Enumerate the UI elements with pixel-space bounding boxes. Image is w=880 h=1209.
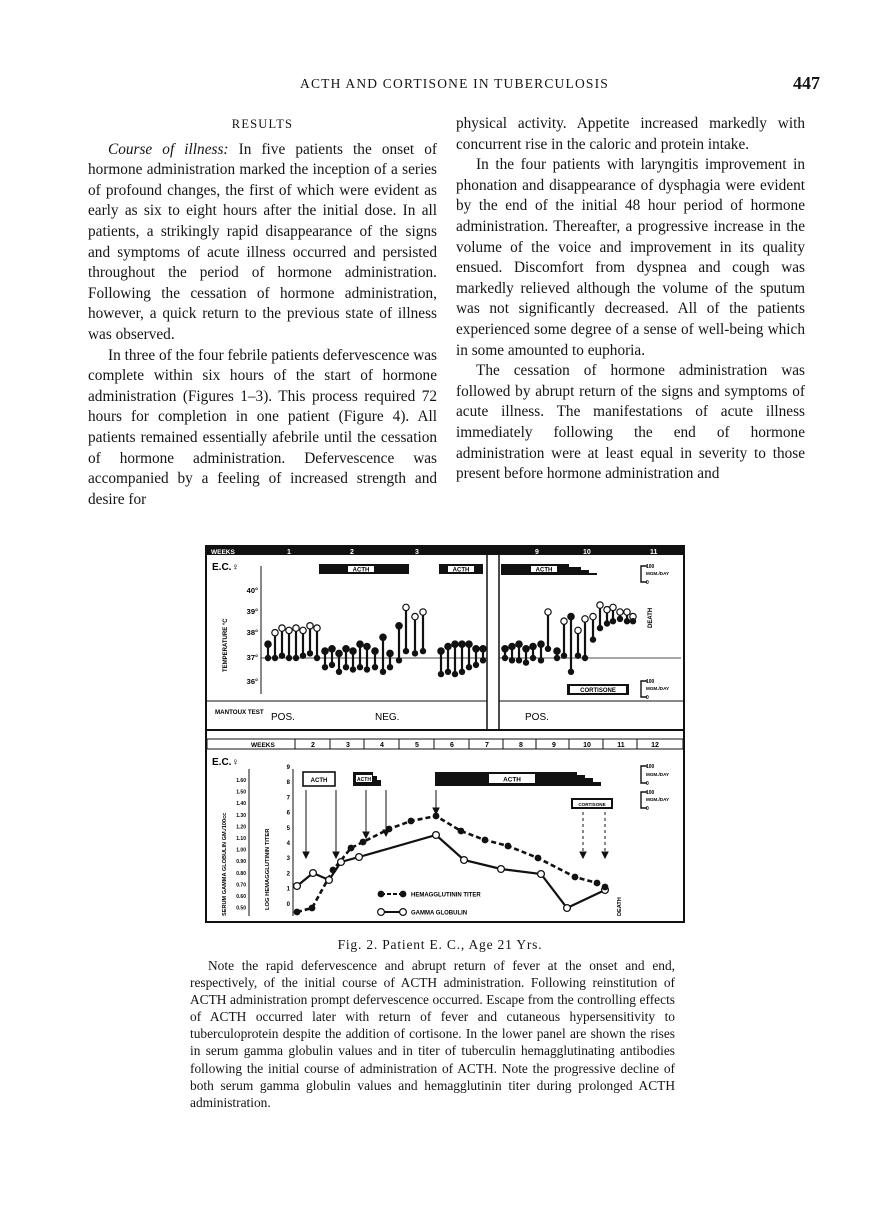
arrow-head: [303, 852, 309, 858]
gg-tick: 0.80: [236, 870, 246, 877]
gg-tick: 1.40: [236, 801, 246, 808]
gg-axis-label: SERUM GAMMA GLOBULIN GM./100cc: [222, 812, 228, 916]
temperature-min-marker: [561, 653, 567, 659]
acth-bar-label: ACTH: [452, 567, 470, 574]
temperature-reading: [452, 641, 458, 677]
week-tick: 7: [485, 742, 489, 749]
week-tick: 2: [350, 549, 354, 556]
left-column: [88, 114, 437, 510]
temperature-min-marker: [617, 616, 623, 622]
temperature-min-marker: [380, 669, 386, 675]
gamma-globulin-point: [356, 854, 363, 861]
weeks-bar: [207, 739, 683, 749]
temperature-max-marker: [396, 623, 402, 629]
week-tick: 8: [519, 742, 523, 749]
temperature-max-marker: [466, 641, 472, 647]
gg-tick: 0.70: [236, 882, 246, 889]
titer-tick: 3: [286, 856, 290, 863]
gg-ticks: [236, 778, 246, 912]
mantoux-result: POS.: [271, 712, 295, 723]
temperature-min-marker: [438, 671, 444, 677]
cortisone-bar-label: CORTISONE: [578, 802, 606, 807]
temperature-min-marker: [403, 648, 409, 654]
temperature-reading: [420, 609, 426, 655]
lower-panel: [206, 730, 684, 922]
titer-tick: 2: [286, 871, 290, 878]
temperature-reading: [293, 625, 299, 661]
patient-label: E.C.♀: [212, 562, 239, 573]
temperature-max-marker: [322, 648, 328, 654]
acth-box-label: ACTH: [310, 778, 328, 784]
temperature-reading: [604, 607, 610, 627]
caption-text: Note the rapid defervescence and abrupt return of fever at the onset and end, respectively, of the initial course of ACTH administration. Following reinstitution of ACTH administration prompt defervescence occurred. Escape from the controlling effects of ACTH occurred later with return of fever and cutaneous hypersensitivity to tuberculoprotein despite the addition of cortisone. In the lower panel are shown the rises in serum gamma globulin values and in titer of tuberculin hemagglutinating antibodies following the initial course of administration of ACTH. Note the progressive decline of both serum gamma globulin values and hemagglutinin titer during prolonged ACTH administration.: [190, 958, 675, 1110]
titer-tick: 7: [286, 795, 290, 802]
titer-tick: 4: [286, 841, 290, 847]
temperature-reading: [307, 623, 313, 657]
temperature-min-marker: [530, 655, 536, 661]
dose-top: 100: [646, 764, 655, 770]
temperature-min-marker: [307, 650, 313, 656]
temperature-max-marker: [502, 646, 508, 652]
gg-tick: 0.50: [236, 905, 246, 912]
temperature-min-marker: [357, 664, 363, 670]
cortisone-bar-label: CORTISONE: [580, 688, 616, 694]
acth-bar-label: ACTH: [352, 567, 370, 574]
temperature-series: [265, 602, 636, 677]
temperature-reading: [630, 613, 636, 624]
weeks-bar: [207, 547, 683, 555]
temperature-max-marker: [480, 646, 486, 652]
temperature-min-marker: [480, 657, 486, 663]
temperature-reading: [412, 613, 418, 656]
temperature-min-marker: [590, 636, 596, 642]
running-header: [0, 73, 880, 98]
temperature-max-marker: [364, 643, 370, 649]
temperature-reading: [509, 643, 515, 663]
temperature-min-marker: [554, 655, 560, 661]
temperature-max-marker: [624, 609, 630, 615]
temperature-reading: [265, 641, 271, 661]
temperature-min-marker: [502, 655, 508, 661]
dose-unit: MGM./DAY: [646, 797, 670, 802]
legend-marker-gg: [378, 909, 385, 916]
temperature-max-marker: [412, 613, 418, 619]
temperature-max-marker: [582, 616, 588, 622]
temperature-min-marker: [624, 618, 630, 624]
temperature-reading: [403, 604, 409, 654]
temperature-reading: [272, 630, 278, 662]
temperature-min-marker: [329, 662, 335, 668]
y-ticks: [247, 586, 258, 686]
figure-svg: [205, 544, 685, 928]
temperature-max-marker: [530, 643, 536, 649]
hemagglutinin-titer-point: [602, 884, 609, 891]
temperature-reading: [538, 641, 544, 664]
temperature-min-marker: [265, 655, 271, 661]
gamma-globulin-point: [326, 877, 333, 884]
week-tick: 12: [651, 742, 659, 749]
gg-tick: 1.30: [236, 812, 246, 819]
temperature-min-marker: [473, 662, 479, 668]
arrow-head: [363, 832, 369, 838]
right-column: [456, 114, 805, 485]
temperature-max-marker: [516, 641, 522, 647]
gamma-globulin-point: [294, 883, 301, 890]
gamma-globulin-point: [433, 832, 440, 839]
hemagglutinin-titer-point: [572, 874, 579, 881]
temperature-min-marker: [610, 618, 616, 624]
temperature-max-marker: [372, 648, 378, 654]
temperature-reading: [322, 648, 328, 671]
legend-label-gg: GAMMA GLOBULIN: [411, 910, 468, 917]
acth-box-label: ACTH: [357, 777, 371, 783]
patient-label: E.C.♀: [212, 757, 239, 768]
temperature-max-marker: [293, 625, 299, 631]
hemagglutinin-titer-point: [482, 837, 489, 844]
lower-series: [294, 813, 609, 916]
titer-tick: 0: [286, 901, 290, 908]
mantoux-label: [215, 709, 264, 716]
temperature-max-marker: [357, 641, 363, 647]
temperature-max-marker: [336, 650, 342, 656]
gg-tick: 0.60: [236, 894, 246, 900]
temperature-min-marker: [604, 620, 610, 626]
temperature-max-marker: [350, 648, 356, 654]
paragraph: In three of the four febrile patients defervescence was complete within six hours of the start of hormone administration (Figures 1–3). This process required 72 hours for completion in one patient (Figure 4). All patients remained essentially afebrile until the cessation of hormone administration. Defervescence was accompanied by a feeling of increased strength and desire for: [88, 346, 437, 508]
temperature-reading: [336, 650, 342, 675]
temperature-max-marker: [380, 634, 386, 640]
section-heading: RESULTS: [231, 117, 294, 131]
temperature-max-marker: [420, 609, 426, 615]
titer-tick: 1: [286, 886, 290, 893]
temperature-max-marker: [561, 618, 567, 624]
hemagglutinin-titer-point: [458, 828, 465, 835]
death-label: DEATH: [617, 897, 623, 916]
temperature-max-marker: [554, 648, 560, 654]
gg-tick: 1.00: [236, 847, 246, 854]
temperature-min-marker: [452, 671, 458, 677]
temperature-max-marker: [597, 602, 603, 608]
temperature-reading: [445, 643, 451, 675]
temperature-max-marker: [459, 641, 465, 647]
temperature-max-marker: [617, 609, 623, 615]
y-tick: 36°: [246, 677, 258, 686]
gg-tick: 1.20: [236, 824, 246, 831]
temperature-max-marker: [403, 604, 409, 610]
titer-tick: 8: [286, 780, 290, 787]
temperature-max-marker: [343, 646, 349, 652]
paragraph: physical activity. Appetite increased markedly with concurrent rise in the caloric and protein intake.: [456, 115, 805, 153]
temperature-min-marker: [293, 655, 299, 661]
mantoux-label-text: MANTOUX TEST: [215, 709, 264, 716]
temperature-min-marker: [286, 655, 292, 661]
temperature-reading: [523, 646, 529, 666]
arrow-head: [580, 852, 586, 858]
temperature-min-marker: [272, 655, 278, 661]
temperature-reading: [582, 616, 588, 662]
temperature-reading: [396, 623, 402, 664]
run-in-heading: Course of illness:: [108, 140, 229, 158]
legend-label-titer: HEMAGGLUTININ TITER: [411, 892, 481, 899]
week-tick: 9: [535, 549, 539, 556]
hemagglutinin-titer-point: [505, 843, 512, 850]
paragraph-text: In five patients the onset of hormone administration marked the inception of a series of profound changes, the first of which were evident as early as six to eight hours after the initial dose. In all patients, a strikingly rapid disappearance of the signs and symptoms of acute illness occurred and persisted throughout the period of hormone administration. Following the cessation of hormone administration, however, a quick return to the previous state of illness was observed.: [88, 140, 437, 343]
legend-marker-titer: [378, 891, 385, 898]
temperature-reading: [438, 648, 444, 677]
temperature-reading: [387, 650, 393, 670]
temperature-max-marker: [329, 646, 335, 652]
temperature-max-marker: [509, 643, 515, 649]
temperature-reading: [590, 613, 596, 642]
arrow-head: [333, 852, 339, 858]
temperature-min-marker: [343, 664, 349, 670]
y-tick: 37°: [246, 653, 258, 662]
temperature-max-marker: [575, 627, 581, 633]
temperature-max-marker: [610, 604, 616, 610]
temperature-min-marker: [568, 669, 574, 675]
legend-marker-titer: [400, 891, 407, 898]
temperature-reading: [314, 625, 320, 661]
temperature-min-marker: [322, 664, 328, 670]
weeks-label: WEEKS: [211, 549, 235, 556]
figure-caption-title: Fig. 2. Patient E. C., Age 21 Yrs.: [337, 937, 543, 952]
hemagglutinin-titer-point: [386, 826, 393, 833]
temperature-min-marker: [466, 664, 472, 670]
temperature-max-marker: [265, 641, 271, 647]
temperature-min-marker: [412, 650, 418, 656]
temperature-min-marker: [516, 657, 522, 663]
gg-tick: 1.50: [236, 789, 246, 796]
temperature-reading: [530, 643, 536, 661]
week-tick: 11: [650, 549, 658, 556]
temperature-reading: [610, 604, 616, 624]
mantoux-result: POS.: [525, 712, 549, 723]
temperature-max-marker: [568, 613, 574, 619]
temperature-reading: [372, 648, 378, 671]
temperature-reading: [473, 646, 479, 669]
dose-unit: MGM./DAY: [646, 686, 670, 691]
temperature-max-marker: [300, 627, 306, 633]
mantoux-result: NEG.: [375, 712, 400, 723]
temperature-max-marker: [445, 643, 451, 649]
week-tick: 9: [552, 742, 556, 749]
temperature-min-marker: [350, 666, 356, 672]
week-tick: 2: [311, 742, 315, 749]
gg-tick: 1.10: [236, 836, 246, 842]
week-tick: 3: [415, 549, 419, 556]
dose-zero: 0: [646, 781, 649, 787]
arrow-head: [602, 852, 608, 858]
temperature-min-marker: [575, 653, 581, 659]
y-tick: 39°: [246, 607, 258, 616]
temperature-min-marker: [314, 655, 320, 661]
weeks-label: WEEKS: [251, 742, 275, 749]
gamma-globulin-point: [310, 870, 317, 877]
hemagglutinin-titer-point: [348, 845, 355, 852]
y-tick: 38°: [246, 628, 258, 637]
acth-bar-label: ACTH: [535, 567, 553, 574]
temperature-max-marker: [590, 613, 596, 619]
death-label: DEATH: [648, 607, 654, 628]
legend-marker-gg: [400, 909, 407, 916]
temperature-min-marker: [372, 664, 378, 670]
temperature-reading: [357, 641, 363, 670]
gg-tick: 1.60: [236, 778, 246, 784]
titer-axis-label: LOG HEMAGGLUTININ TITER: [265, 828, 271, 910]
temperature-max-marker: [545, 609, 551, 615]
temperature-reading: [380, 634, 386, 675]
week-tick: 10: [583, 742, 591, 749]
titer-tick: 9: [286, 765, 290, 771]
dose-top: 100: [646, 790, 655, 796]
y-tick: 40°: [246, 586, 258, 595]
legend: [378, 891, 482, 917]
hemagglutinin-titer-point: [330, 867, 337, 874]
week-tick: 1: [287, 549, 291, 556]
temperature-max-marker: [307, 623, 313, 629]
temperature-reading: [617, 609, 623, 622]
temperature-min-marker: [538, 657, 544, 663]
titer-ticks: [287, 765, 291, 908]
hemagglutinin-titer-point: [360, 839, 367, 846]
temperature-max-marker: [279, 625, 285, 631]
temperature-reading: [568, 613, 574, 675]
dose-zero: 0: [646, 695, 649, 701]
week-tick: 4: [380, 742, 384, 749]
temperature-reading: [466, 641, 472, 670]
dose-unit: MGM./DAY: [646, 571, 670, 576]
temperature-max-marker: [523, 646, 529, 652]
temperature-min-marker: [509, 657, 515, 663]
titer-tick: 6: [286, 810, 290, 817]
week-tick: 10: [583, 549, 591, 556]
gamma-globulin-point: [538, 871, 545, 878]
temperature-reading: [329, 646, 335, 669]
temperature-reading: [516, 641, 522, 664]
week-tick: 3: [346, 742, 350, 749]
temperature-min-marker: [364, 666, 370, 672]
week-tick: 11: [617, 742, 625, 749]
temperature-max-marker: [438, 648, 444, 654]
temperature-max-marker: [286, 627, 292, 633]
hemagglutinin-titer-point: [408, 818, 415, 825]
temperature-min-marker: [279, 653, 285, 659]
dose-unit: MGM./DAY: [646, 772, 670, 777]
temperature-min-marker: [582, 655, 588, 661]
dose-zero: 0: [646, 806, 649, 812]
temperature-min-marker: [630, 618, 636, 624]
temperature-min-marker: [336, 669, 342, 675]
temperature-reading: [575, 627, 581, 659]
titer-tick: 5: [286, 825, 290, 832]
temperature-reading: [554, 648, 560, 661]
page-number: 447: [793, 73, 820, 93]
temperature-reading: [300, 627, 306, 659]
temperature-reading: [561, 618, 567, 659]
hemagglutinin-titer-point: [594, 880, 601, 887]
temperature-min-marker: [545, 646, 551, 652]
temperature-reading: [350, 648, 356, 673]
upper-panel: [206, 546, 684, 730]
temperature-min-marker: [445, 669, 451, 675]
temperature-reading: [545, 609, 551, 652]
temperature-max-marker: [272, 630, 278, 636]
temperature-reading: [286, 627, 292, 661]
temperature-min-marker: [523, 659, 529, 665]
temperature-max-marker: [387, 650, 393, 656]
gg-tick: 0.90: [236, 859, 246, 866]
temperature-max-marker: [473, 646, 479, 652]
running-title: ACTH AND CORTISONE IN TUBERCULOSIS: [300, 76, 610, 91]
temperature-reading: [480, 646, 486, 664]
dose-top: 100: [646, 679, 655, 685]
temperature-min-marker: [420, 648, 426, 654]
temperature-reading: [502, 646, 508, 662]
temperature-max-marker: [314, 625, 320, 631]
temperature-min-marker: [459, 669, 465, 675]
figure-2: [205, 544, 685, 928]
gamma-globulin-point: [338, 859, 345, 866]
dose-zero: 0: [646, 580, 649, 586]
gamma-globulin-point: [461, 857, 468, 864]
figure-caption: [190, 957, 675, 1111]
hemagglutinin-titer-point: [294, 909, 301, 916]
y-axis-label: TEMPERATURE °C: [223, 618, 229, 672]
gamma-globulin-point: [564, 905, 571, 912]
temperature-min-marker: [300, 653, 306, 659]
paragraph: [88, 140, 437, 346]
acth-bar-label: ACTH: [503, 776, 521, 784]
temperature-min-marker: [396, 657, 402, 663]
temperature-min-marker: [597, 625, 603, 631]
paragraph: The cessation of hormone administration was followed by abrupt return of the signs and symptoms of acute illness. The manifestations of acute illness immediately following the end of hormone administration were at least equal in severity to those present before hormone administration and: [456, 362, 805, 483]
dose-top: 100: [646, 564, 655, 570]
temperature-max-marker: [538, 641, 544, 647]
hemagglutinin-titer-point: [433, 813, 440, 820]
week-tick: 5: [415, 742, 419, 749]
gamma-globulin-point: [498, 866, 505, 873]
hemagglutinin-titer-point: [309, 905, 316, 912]
temperature-reading: [279, 625, 285, 659]
paragraph: In the four patients with laryngitis improvement in phonation and disappearance of dysphagia were evident by the end of the initial 48 hour period of hormone administration. Thereafter, a progressive increase in the volume of the voice and improvement in its quality ensued. Discomfort from dyspnea and cough was markedly relieved although the volume of the sputum was not significantly decreased. All of the patients experienced some degree of a sense of well-being which in some amounted to euphoria.: [456, 156, 805, 359]
temperature-reading: [597, 602, 603, 631]
week-tick: 6: [450, 742, 454, 749]
temperature-max-marker: [452, 641, 458, 647]
hemagglutinin-titer-point: [535, 855, 542, 862]
temperature-min-marker: [387, 664, 393, 670]
